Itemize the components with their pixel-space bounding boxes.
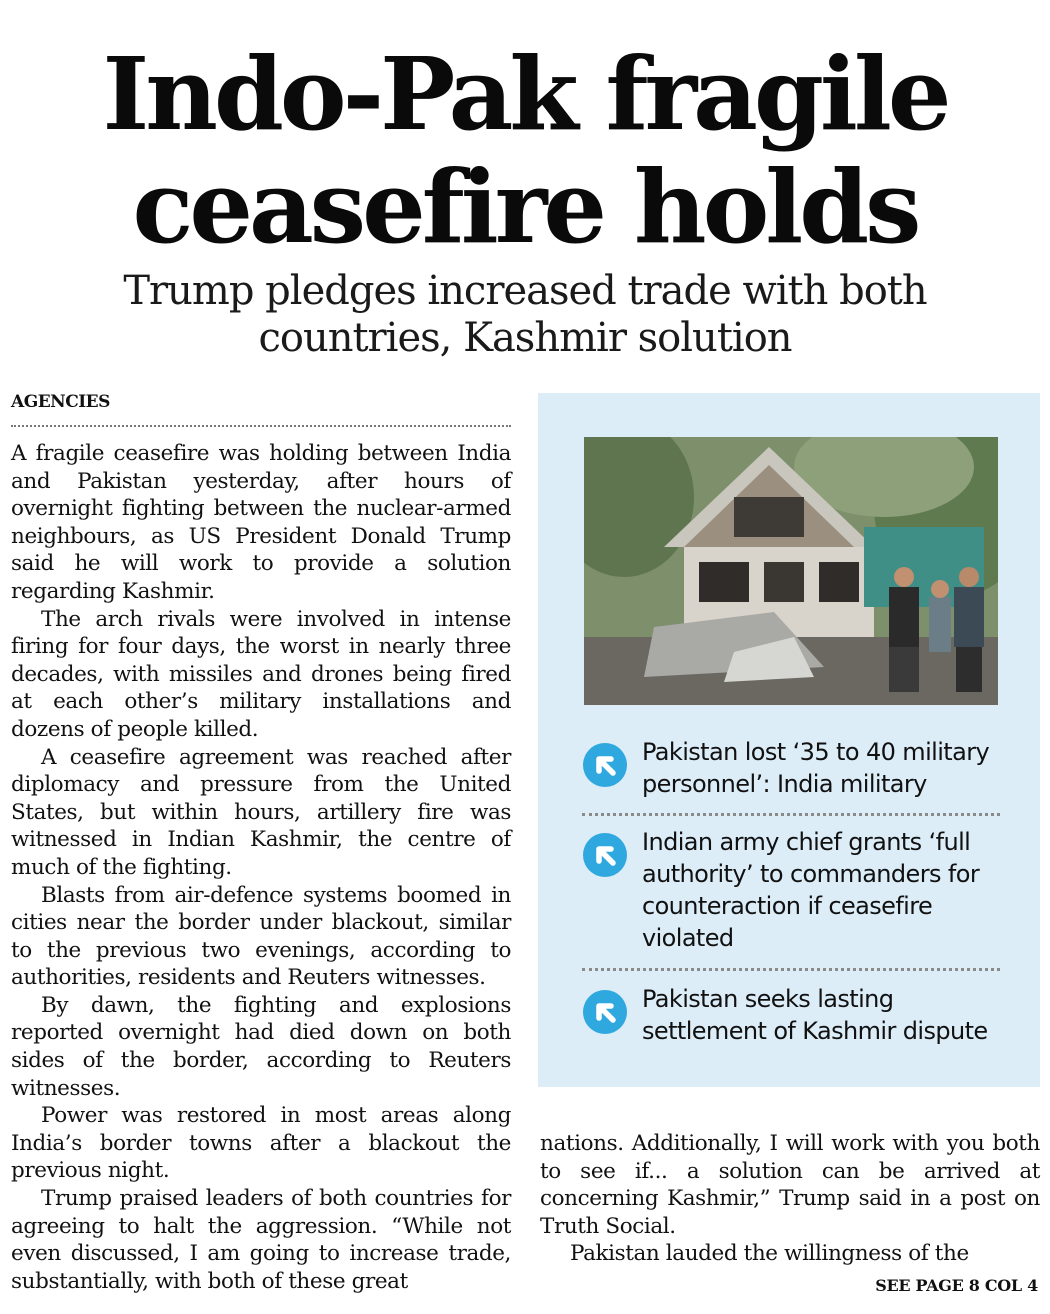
arrow-up-left-icon (582, 742, 628, 788)
article-paragraph: Blasts from air-defence systems boomed in cities near the border under blackout, similar to the previous two evenings, according to authorities, residents and Reuters witnesses. (11, 882, 511, 991)
jump-reference: SEE PAGE 8 COL 4 (875, 1276, 1038, 1295)
highlight-divider (582, 813, 1000, 816)
article-paragraph: A ceasefire agreement was reached after diplomacy and pressure from the United States, but within hours, artillery fire was witnessed in Indian Kashmir, the centre of much of the fighting. (11, 744, 511, 880)
article-paragraph: Power was restored in most areas along India’s border towns after a blackout the previous night. (11, 1103, 511, 1184)
highlight-text: Indian army chief grants ‘full authority’ to commanders for counteraction if ceasefire violated (642, 828, 980, 952)
article-column-right (540, 1130, 1040, 1268)
highlight-item (582, 983, 1002, 1053)
article-paragraph: Pakistan lauded the willingness of the (570, 1241, 969, 1267)
article-paragraph: By dawn, the fighting and explosions reported overnight had died down on both sides of the border, according to Reuters witnesses. (11, 992, 511, 1101)
byline-divider (11, 425, 511, 427)
headline-line-2: ceasefire holds (132, 148, 918, 266)
subheadline (0, 268, 1050, 362)
damaged-house-photo (584, 437, 998, 705)
arrow-up-left-icon (582, 989, 628, 1035)
article-paragraph: The arch rivals were involved in intense firing for four days, the worst in nearly three decades, with missiles and drones being fired at each other’s military installations and dozens of people killed. (11, 606, 511, 742)
highlight-item (582, 736, 1002, 806)
highlight-divider (582, 968, 1000, 971)
article-column-left (11, 440, 511, 1295)
article-paragraph: nations. Additionally, I will work with you both to see if... a solution can be arrived at concerning Kashmir,” Trump said in a post on Truth Social. (540, 1131, 1040, 1239)
subheadline-line-2: countries, Kashmir solution (258, 315, 792, 361)
arrow-up-left-icon (582, 832, 628, 878)
byline: AGENCIES (11, 392, 110, 412)
highlight-text: Pakistan seeks lasting settlement of Kashmir dispute (642, 985, 988, 1045)
news-photo (584, 437, 998, 705)
subheadline-line-1: Trump pledges increased trade with both (123, 268, 927, 314)
headline (0, 35, 1050, 266)
article-paragraph: Trump praised leaders of both countries for agreeing to halt the aggression. “While not even discussed, I am going to increase trade, substantially, with both of these great (11, 1186, 511, 1294)
article-paragraph: A fragile ceasefire was holding between India and Pakistan yesterday, after hours of overnight fighting between the nuclear-armed neighbours, as US President Donald Trump said he will work to provide a solution regarding Kashmir. (11, 441, 511, 604)
highlight-text: Pakistan lost ‘35 to 40 military personnel’: India military (642, 738, 990, 798)
highlights-sidebar (538, 393, 1040, 1087)
highlight-item (582, 826, 1002, 956)
headline-line-1: Indo-Pak fragile (102, 35, 948, 153)
